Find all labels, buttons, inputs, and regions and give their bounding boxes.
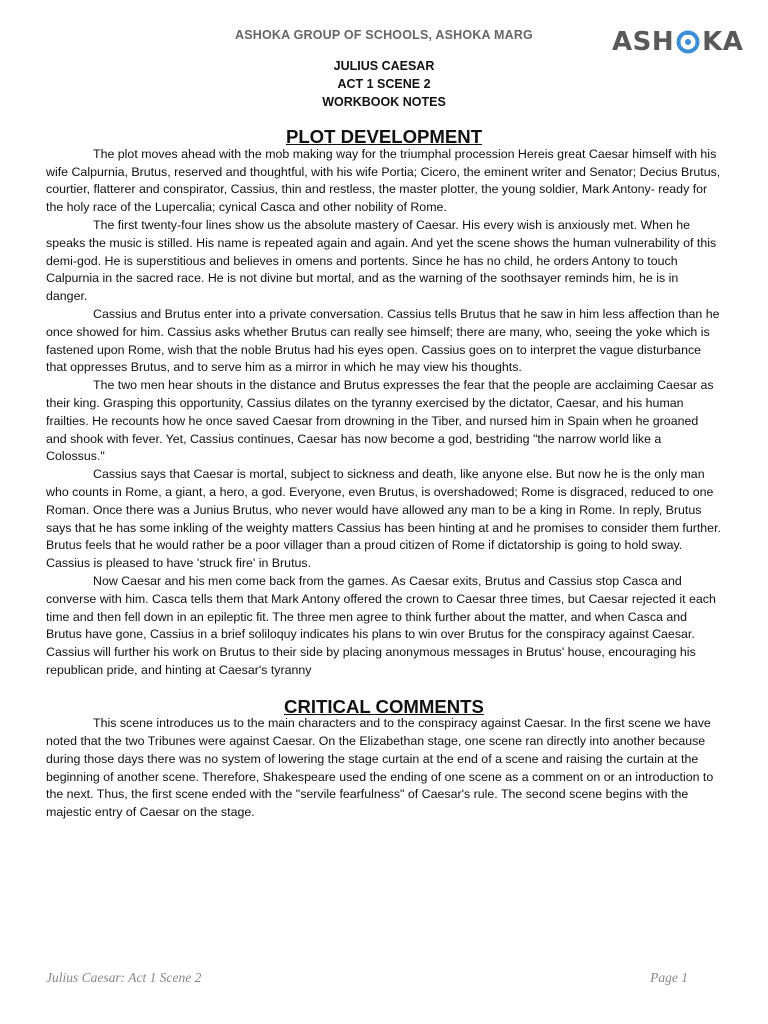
- logo-text-left: ASH: [612, 27, 675, 57]
- school-header: ASHOKA GROUP OF SCHOOLS, ASHOKA MARG: [235, 28, 533, 42]
- section-gap: [46, 680, 722, 698]
- footer-page-number: Page 1: [650, 970, 688, 985]
- logo-text-right: KA: [702, 27, 744, 57]
- document-body: [46, 128, 722, 822]
- section-heading-critical: CRITICAL COMMENTS: [284, 695, 484, 717]
- paragraph: The first twenty-four lines show us the absolute mastery of Caesar. His every wish is anxiously met. When he speaks the music is stilled. His name is repeated again and again. And yet the scene shows the human vulnerability of this demi-god. He is superstitious and believes in omens and portents. Since he has no child, he orders Antony to touch Calpurnia in the sacred race. He is not divine but mortal, and as the warning of the soothsayer reminds him, he is in danger.: [46, 217, 717, 304]
- section-heading-plot: PLOT DEVELOPMENT: [285, 126, 483, 147]
- paragraph: The two men hear shouts in the distance and Brutus expresses the fear that the people are acclaiming Caesar as their king. Grasping this opportunity, Cassius dilates on the tyranny exercised by the dictator, Caesar, and his human frailties. He recounts how he once saved Caesar from drowning in the Tiber, and nursed him in Spain when he groaned and shook with fever. Yet, Cassius continues, Caesar has now become a god, bestriding "the narrow world like a Colossus.": [46, 378, 714, 464]
- paragraph: Cassius and Brutus enter into a private conversation. Cassius tells Brutus that he saw in him less affection than he once showed for him. Cassius asks whether Brutus can really see himself; there are many, who, seeing the yoke which is fastened upon Rome, wish that the noble Brutus had his eyes open. Cassius goes on to interpret the vague disturbance that oppresses Brutus, and to serve him as a mirror in which he may view his thoughts.: [46, 306, 720, 375]
- paragraph: The plot moves ahead with the mob making way for the triumphal procession Hereis great Caesar himself with his wife Calpurnia, Brutus, reserved and thoughtful, with his wife Portia; Cicero, the eminent writer and Senator; Decius Brutus, courtier, flatterer and conspirator, Cassius, thin and restless, the master plotter, the young soldier, Mark Antony- ready for the holy race of the Lupercalia; cynical Casca and other nobility of Rome.: [46, 146, 721, 215]
- footer-document-title: Julius Caesar: Act 1 Scene 2: [46, 970, 202, 985]
- document-titles: [0, 57, 768, 111]
- paragraph: Now Caesar and his men come back from the games. As Caesar exits, Brutus and Cassius stop Casca and converse with him. Casca tells them that Mark Antony offered the crown to Caesar three times, but Caesar rejected it each time and then fell down in an epileptic fit. The three men agree to think further about the matter, and when Casca and Brutus have gone, Cassius in a brief soliloquy indicates his plans to win over Brutus for the conspiracy against Caesar. Cassius will further his work on Brutus to their side by placing anonymous messages in Brutus' house, encouraging his republican pride, and hinting at Caesar's tyranny: [46, 573, 716, 677]
- ashoka-o-mark-icon: [675, 29, 701, 55]
- title-line-2: ACT 1 SCENE 2: [337, 77, 431, 91]
- title-line-3: WORKBOOK NOTES: [322, 95, 446, 109]
- ashoka-logo: [612, 22, 743, 62]
- title-line-1: JULIUS CAESAR: [333, 59, 435, 73]
- paragraph: This scene introduces us to the main characters and to the conspiracy against Caesar. In the first scene we have noted that the two Tribunes were against Caesar. On the Elizabethan stage, one scene ran directly into another because during those days there was no system of lowering the stage curtain at the end of a scene and raising the curtain at the beginning of another scene. Therefore, Shakespeare used the ending of one scene as a comment on or an introduction to the next. Thus, the first scene ended with the "servile fearfulness" of Caesar's rule. The second scene begins with the majestic entry of Caesar on the stage.: [46, 716, 714, 820]
- paragraph: Cassius says that Caesar is mortal, subject to sickness and death, like anyone else. But now he is the only man who counts in Rome, a giant, a hero, a god. Everyone, even Brutus, is overshadowed; Rome is disgraced, reduced to one Roman. Once there was a Junius Brutus, who never would have allowed any man to be a king in Rome. In reply, Brutus says that he has some inkling of the weighty matters Cassius has been hinting at and he promises to consider them further. Brutus feels that he would rather be a poor villager than a proud citizen of Rome if dictatorship is going to hold sway. Cassius is pleased to have 'struck fire' in Brutus.: [46, 467, 721, 571]
